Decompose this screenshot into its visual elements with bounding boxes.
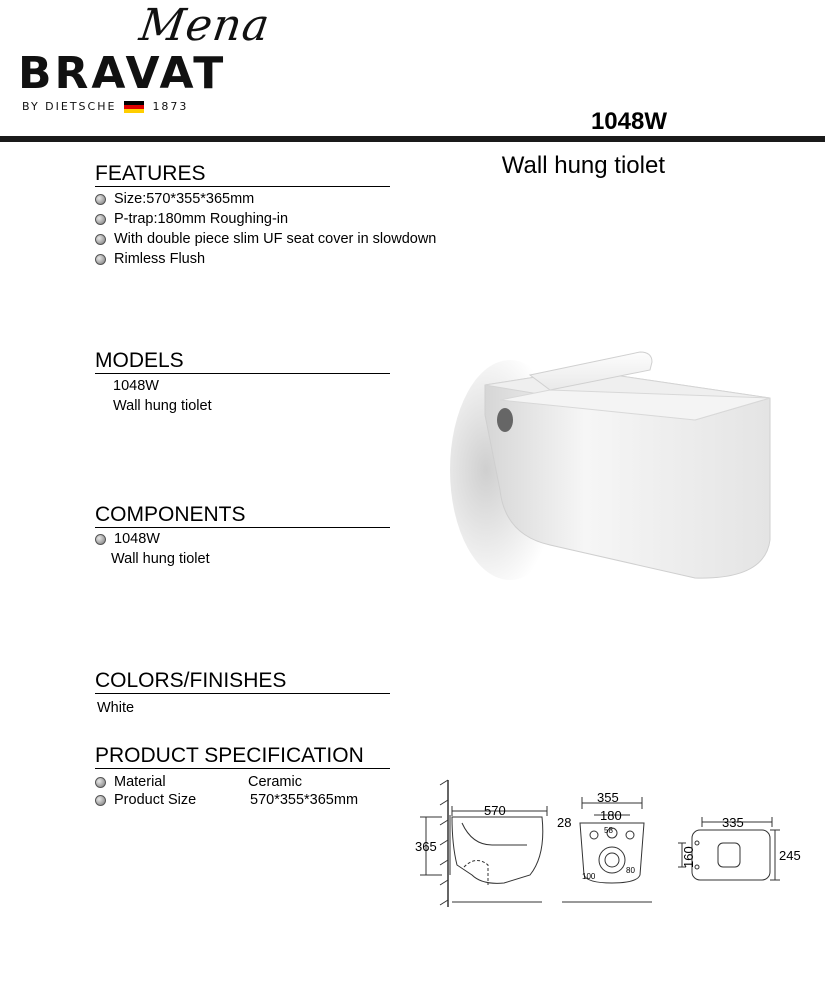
dim-front-hole: 28	[557, 815, 572, 830]
list-item: Rimless Flush	[95, 249, 436, 269]
color-value: White	[97, 700, 135, 716]
brand-logo: BRAVAT	[18, 48, 227, 99]
spec-row	[95, 773, 358, 791]
tagline-year: 1873	[152, 100, 189, 113]
bullet-icon	[95, 214, 106, 225]
spec-value: Ceramic	[248, 774, 302, 790]
dim-top-160: 160	[681, 846, 696, 868]
bullet-icon	[95, 234, 106, 245]
bullet-icon	[95, 194, 106, 205]
toilet-product-image	[440, 340, 780, 590]
logo-script: Mena	[136, 0, 274, 51]
dim-front-inner: 180	[600, 808, 622, 823]
dim-top-length: 335	[722, 815, 744, 830]
list-item: 1048W	[95, 529, 210, 549]
technical-drawing	[412, 775, 812, 910]
features-title: FEATURES	[95, 163, 390, 187]
spec-title: PRODUCT SPECIFICATION	[95, 745, 390, 769]
spec-value: 570*355*365mm	[250, 792, 359, 808]
list-item: Size:570*355*365mm	[95, 189, 436, 209]
spec-label: Product Size	[114, 792, 197, 808]
dim-side-length: 570	[484, 803, 506, 818]
dim-front-58: 58	[604, 826, 613, 835]
features-list	[95, 189, 436, 269]
bullet-icon	[95, 534, 106, 545]
list-item: With double piece slim UF seat cover in slowdown	[95, 229, 436, 249]
side-view-drawing	[420, 780, 547, 907]
logo-tagline	[22, 100, 188, 113]
bullet-icon	[95, 777, 106, 788]
model-code: 1048W	[590, 108, 667, 135]
page-subtitle: Wall hung tiolet	[501, 152, 665, 179]
dim-front-80: 80	[626, 866, 635, 875]
spec-label: Material	[114, 774, 166, 790]
dim-side-height: 365	[415, 839, 437, 854]
dim-front-width: 355	[597, 790, 619, 805]
models-code: 1048W	[113, 378, 159, 394]
models-title: MODELS	[95, 350, 390, 374]
dim-top-245: 245	[779, 848, 801, 863]
german-flag-icon	[124, 101, 144, 113]
components-list	[95, 529, 210, 569]
spec-table	[95, 773, 358, 809]
spec-row	[95, 791, 358, 809]
dim-front-100: 100	[582, 872, 596, 881]
header-divider	[0, 136, 825, 142]
colors-title: COLORS/FINISHES	[95, 670, 390, 694]
components-title: COMPONENTS	[95, 504, 390, 528]
list-item: Wall hung tiolet	[111, 551, 210, 567]
tagline-text: BY DIETSCHE	[22, 100, 117, 113]
list-item: P-trap:180mm Roughing-in	[95, 209, 436, 229]
bullet-icon	[95, 254, 106, 265]
bullet-icon	[95, 795, 106, 806]
models-name: Wall hung tiolet	[113, 398, 212, 414]
